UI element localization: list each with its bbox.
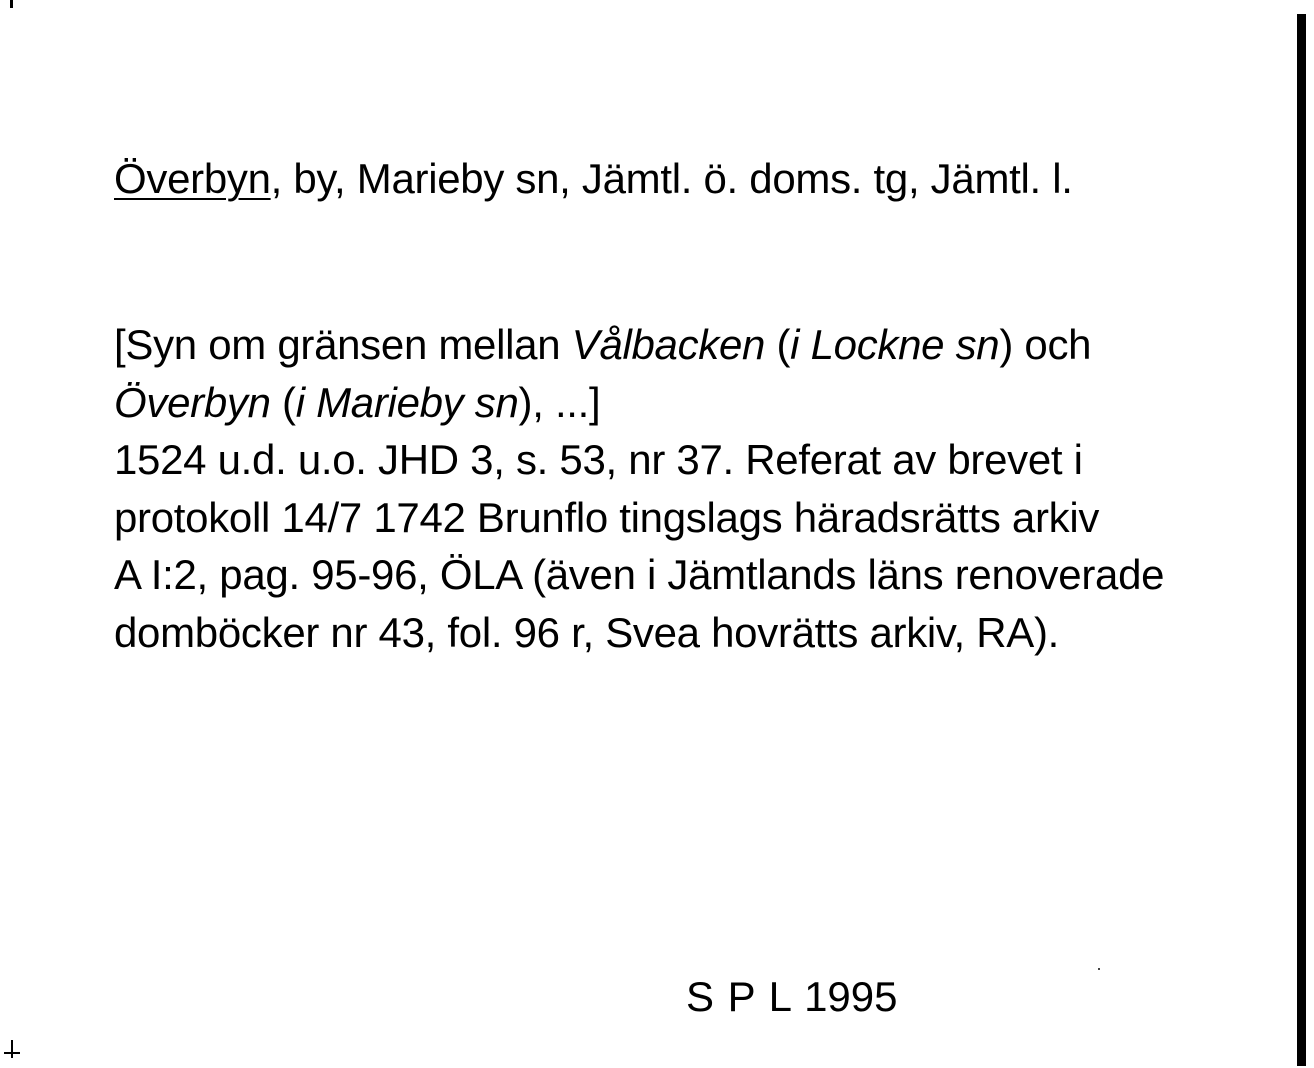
place-name: Vålbacken	[571, 321, 766, 368]
source-line-1	[114, 316, 1164, 374]
crop-mark-bottom	[11, 1040, 13, 1058]
source-line-4: protokoll 14/7 1742 Brunflo tingslags häradsrätts arkiv	[114, 493, 1100, 541]
entry-description: , by, Marieby sn, Jämtl. ö. doms. tg, Jämtl. l.	[270, 155, 1073, 202]
source-line-2	[114, 374, 1164, 432]
source-line-3: 1524 u.d. u.o. JHD 3, s. 53, nr 37. Referat av brevet i	[114, 436, 1083, 483]
source-text: ), ...]	[518, 378, 601, 426]
source-text: (	[765, 321, 791, 368]
source-citation	[114, 316, 1164, 661]
scan-speck	[1098, 968, 1100, 970]
source-text: [Syn om gränsen mellan	[114, 321, 572, 368]
crop-mark-bottom-bar	[4, 1052, 20, 1054]
source-text: (	[270, 378, 296, 426]
signature: S P L 1995	[686, 973, 898, 1020]
card-right-edge	[1297, 14, 1306, 1066]
crop-mark-top	[10, 0, 13, 8]
entry-heading	[114, 152, 1073, 206]
source-text: ) och	[999, 321, 1092, 368]
source-line-5: A I:2, pag. 95-96, ÖLA (även i Jämtlands läns renoverade	[114, 551, 1165, 598]
headword: Överbyn	[114, 155, 271, 202]
source-line-6: domböcker nr 43, fol. 96 r, Svea hovrätts arkiv, RA).	[114, 608, 1060, 656]
parish-name: i Lockne sn	[790, 321, 1000, 368]
place-name: Överbyn	[114, 378, 271, 426]
parish-name: i Marieby sn	[295, 378, 519, 426]
